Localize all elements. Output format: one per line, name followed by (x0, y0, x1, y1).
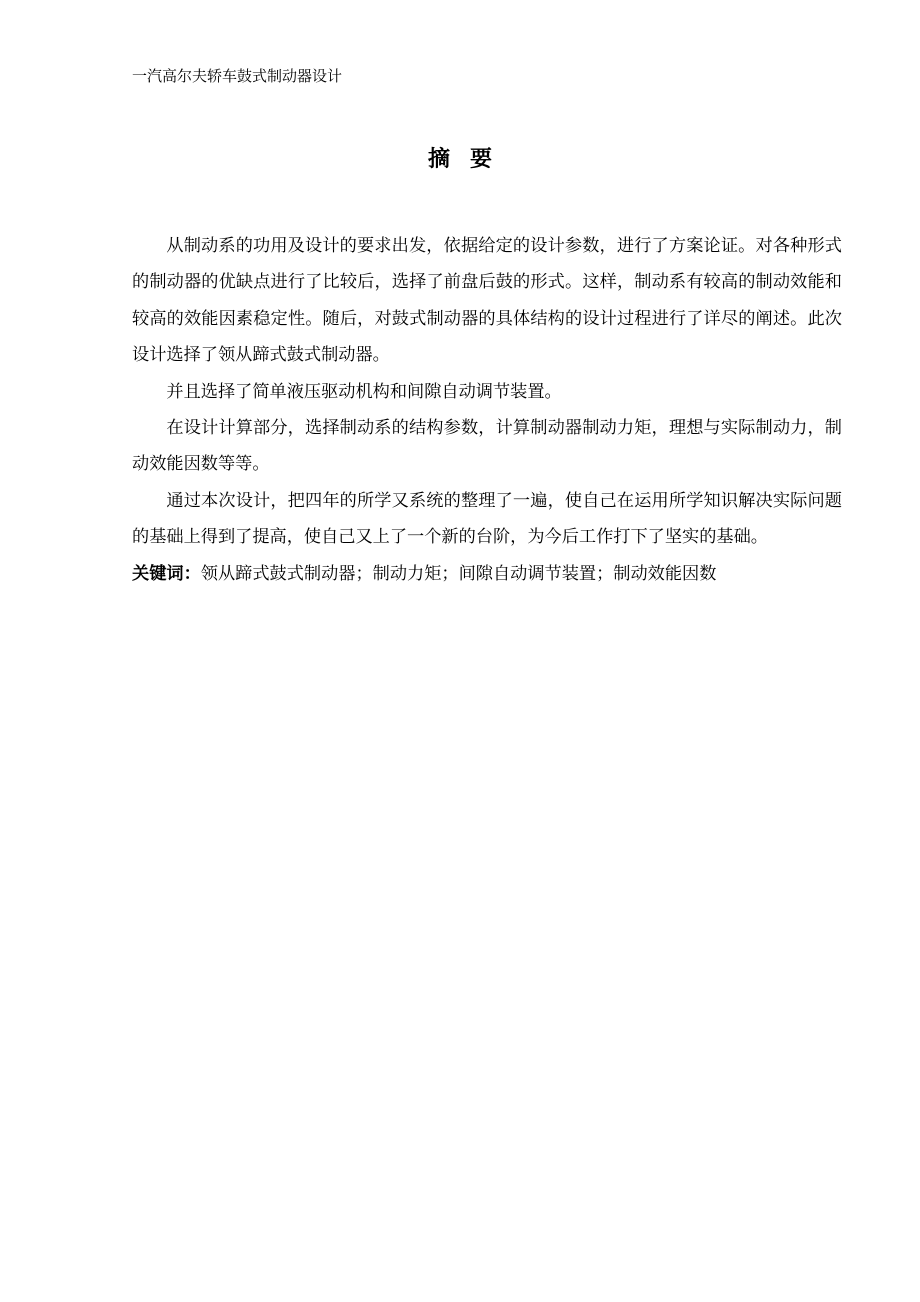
abstract-paragraph-1: 从制动系的功用及设计的要求出发，依据给定的设计参数，进行了方案论证。对各种形式的制动器的优缺点进行了比较后，选择了前盘后鼓的形式。这样，制动系有较高的制动效能和较高的效能因素稳定性。随后，对鼓式制动器的具体结构的设计过程进行了详尽的阐述。此次设计选择了领从蹄式鼓式制动器。 (132, 236, 842, 366)
keywords-line (132, 556, 842, 592)
abstract-paragraph-3: 在设计计算部分，选择制动系的结构参数，计算制动器制动力矩，理想与实际制动力，制动效能因数等等。 (132, 418, 842, 475)
abstract-title (0, 145, 920, 175)
abstract-paragraph-4: 通过本次设计，把四年的所学又系统的整理了一遍，使自己在运用所学知识解决实际问题的基础上得到了提高，使自己又上了一个新的台阶，为今后工作打下了坚实的基础。 (132, 490, 842, 548)
abstract-title-char-2: 要 (470, 147, 493, 172)
keywords-label: 关键词： (132, 563, 201, 584)
abstract-paragraph-2: 并且选择了简单液压驱动机构和间隙自动调节装置。 (166, 381, 562, 402)
abstract-body (132, 228, 842, 592)
keywords-text: 领从蹄式鼓式制动器；制动力矩；间隙自动调节装置；制动效能因数 (200, 563, 717, 584)
running-header: 一汽高尔夫轿车鼓式制动器设计 (132, 67, 343, 85)
abstract-title-char-1: 摘 (427, 147, 450, 172)
